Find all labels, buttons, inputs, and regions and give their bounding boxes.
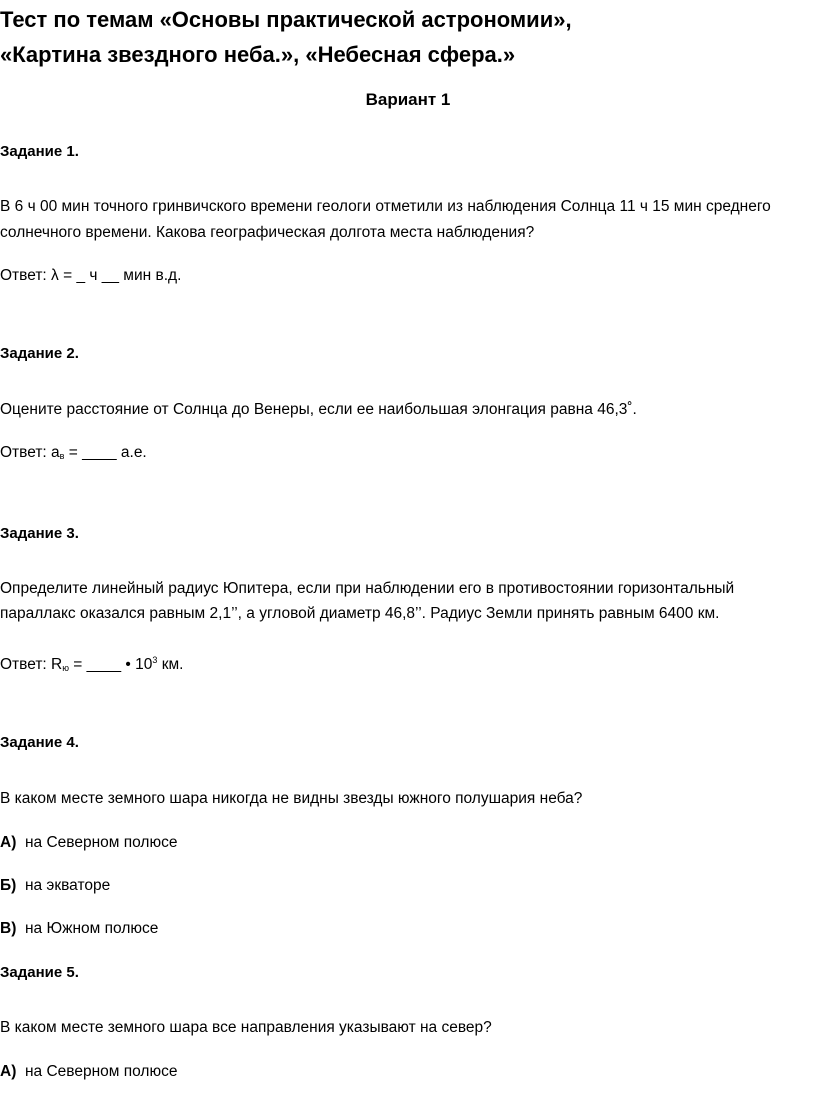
task-4-option-b-text: на экваторе <box>24 877 111 894</box>
task-5-option-a-letter: А) <box>0 1063 17 1080</box>
task-2-answer <box>0 443 147 466</box>
task-1-answer: Ответ: λ = _ ч __ мин в.д. <box>0 267 182 284</box>
task-4-option-c-text: на Южном полюсе <box>24 920 159 937</box>
task-3-text-line-1: Определите линейный радиус Юпитера, если при наблюдении его в противостоянии горизонтальный <box>0 580 735 597</box>
task-2-answer-subscript: в <box>59 451 65 461</box>
task-4-heading: Задание 4. <box>0 734 79 751</box>
task-3-answer-suffix: км. <box>157 656 184 673</box>
task-5-option-a-text: на Северном полюсе <box>24 1063 178 1080</box>
task-4-text-line-1: В каком месте земного шара никогда не видны звезды южного полушария неба? <box>0 790 583 807</box>
task-4-option-b-letter: Б) <box>0 877 17 894</box>
document-title-line-2: «Картина звездного неба.», «Небесная сфера.» <box>0 42 516 67</box>
task-4-option-a <box>0 833 177 853</box>
task-5-option-a <box>0 1062 177 1082</box>
task-3-answer-superscript: 3 <box>152 655 158 665</box>
task-2-text-line-1: Оцените расстояние от Солнца до Венеры, если ее наибольшая элонгация равна 46,3˚. <box>0 401 637 418</box>
document-title-line-1: Тест по темам «Основы практической астрономии», <box>0 7 572 32</box>
task-4-option-a-text: на Северном полюсе <box>24 834 178 851</box>
task-2-answer-prefix: Ответ: a <box>0 444 60 461</box>
task-2-answer-suffix: = ____ а.е. <box>64 444 147 461</box>
task-4-option-c-letter: В) <box>0 920 17 937</box>
task-2-heading: Задание 2. <box>0 345 79 362</box>
task-3-text-line-2: параллакс оказался равным 2,1’’, а угловой диаметр 46,8’’. Радиус Земли принять равным 6400 км. <box>0 605 720 622</box>
task-5-heading: Задание 5. <box>0 964 79 981</box>
task-3-answer-subscript: ю <box>62 663 69 673</box>
task-3-heading: Задание 3. <box>0 525 79 542</box>
task-3-answer <box>0 650 184 678</box>
variant-heading: Вариант 1 <box>365 90 451 109</box>
task-4-option-c <box>0 919 158 939</box>
task-1-heading: Задание 1. <box>0 143 79 160</box>
task-3-answer-middle: = ____ • 10 <box>68 656 153 673</box>
task-3-answer-prefix: Ответ: R <box>0 656 63 673</box>
task-1-text-line-1: В 6 ч 00 мин точного гринвичского времени геологи отметили из наблюдения Солнца 11 ч 15 мин среднего <box>0 198 771 215</box>
task-1-text-line-2: солнечного времени. Какова географическая долгота места наблюдения? <box>0 224 535 241</box>
task-5-text-line-1: В каком месте земного шара все направления указывают на север? <box>0 1019 492 1036</box>
task-4-option-a-letter: А) <box>0 834 17 851</box>
task-4-option-b <box>0 876 110 896</box>
